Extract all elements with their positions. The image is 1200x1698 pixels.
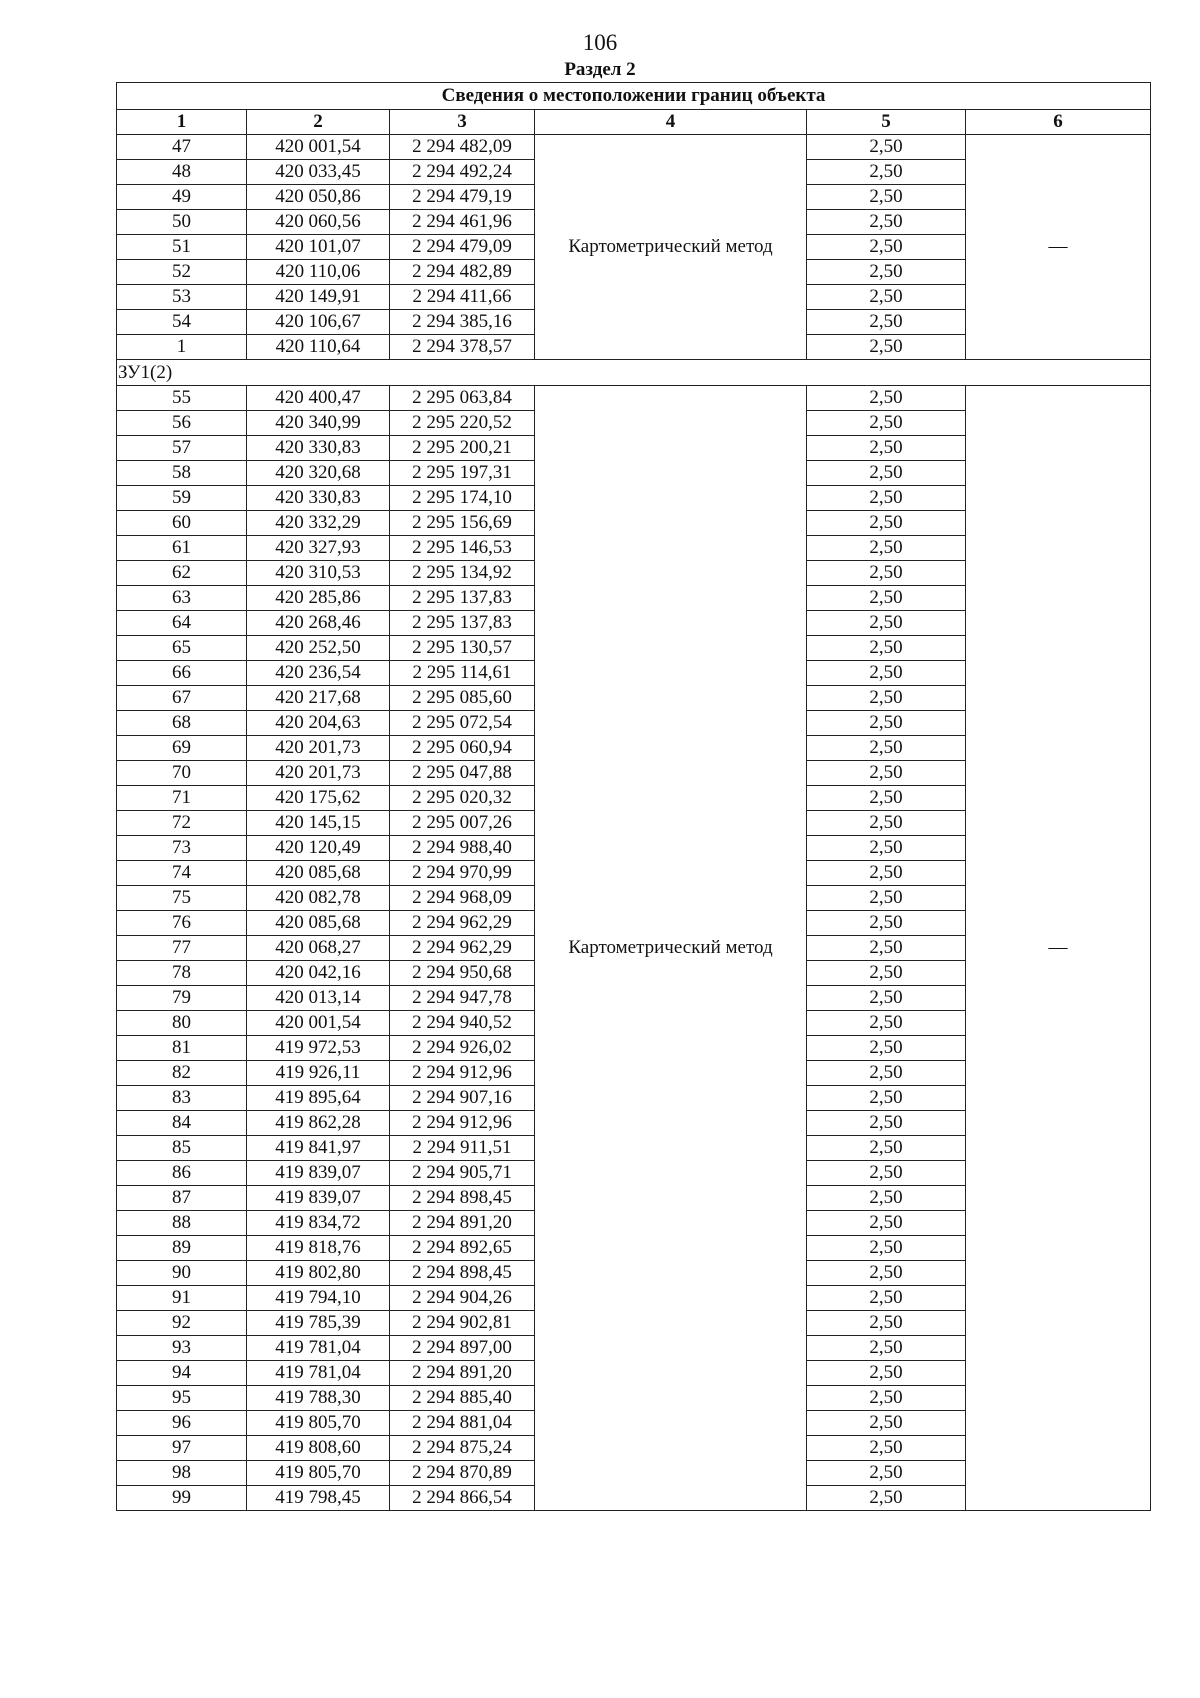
y-coordinate-cell: 2 294 378,57 xyxy=(390,335,535,360)
group-label: ЗУ1(2) xyxy=(117,360,1151,386)
point-number-cell: 76 xyxy=(117,911,247,936)
precision-cell: 2,50 xyxy=(807,185,966,210)
precision-cell: 2,50 xyxy=(807,586,966,611)
y-coordinate-cell: 2 295 146,53 xyxy=(390,536,535,561)
y-coordinate-cell: 2 294 891,20 xyxy=(390,1361,535,1386)
x-coordinate-cell: 420 145,15 xyxy=(247,811,390,836)
x-coordinate-cell: 419 895,64 xyxy=(247,1086,390,1111)
point-number-cell: 66 xyxy=(117,661,247,686)
point-number-cell: 94 xyxy=(117,1361,247,1386)
point-number-cell: 86 xyxy=(117,1161,247,1186)
point-number-cell: 71 xyxy=(117,786,247,811)
y-coordinate-cell: 2 294 926,02 xyxy=(390,1036,535,1061)
point-number-cell: 57 xyxy=(117,436,247,461)
point-number-cell: 70 xyxy=(117,761,247,786)
y-coordinate-cell: 2 295 060,94 xyxy=(390,736,535,761)
column-header: 5 xyxy=(807,110,966,135)
point-number-cell: 90 xyxy=(117,1261,247,1286)
x-coordinate-cell: 420 236,54 xyxy=(247,661,390,686)
y-coordinate-cell: 2 294 898,45 xyxy=(390,1186,535,1211)
precision-cell: 2,50 xyxy=(807,285,966,310)
point-number-cell: 79 xyxy=(117,986,247,1011)
y-coordinate-cell: 2 295 047,88 xyxy=(390,761,535,786)
precision-cell: 2,50 xyxy=(807,736,966,761)
x-coordinate-cell: 420 149,91 xyxy=(247,285,390,310)
precision-cell: 2,50 xyxy=(807,1211,966,1236)
group-label-row xyxy=(117,360,1151,386)
precision-cell: 2,50 xyxy=(807,1086,966,1111)
y-coordinate-cell: 2 294 891,20 xyxy=(390,1211,535,1236)
precision-cell: 2,50 xyxy=(807,661,966,686)
y-coordinate-cell: 2 294 492,24 xyxy=(390,160,535,185)
y-coordinate-cell: 2 295 130,57 xyxy=(390,636,535,661)
point-number-cell: 82 xyxy=(117,1061,247,1086)
y-coordinate-cell: 2 294 962,29 xyxy=(390,936,535,961)
point-number-cell: 73 xyxy=(117,836,247,861)
y-coordinate-cell: 2 295 063,84 xyxy=(390,386,535,411)
column-header: 2 xyxy=(247,110,390,135)
y-coordinate-cell: 2 295 197,31 xyxy=(390,461,535,486)
x-coordinate-cell: 420 217,68 xyxy=(247,686,390,711)
x-coordinate-cell: 420 320,68 xyxy=(247,461,390,486)
y-coordinate-cell: 2 294 970,99 xyxy=(390,861,535,886)
y-coordinate-cell: 2 294 902,81 xyxy=(390,1311,535,1336)
point-number-cell: 53 xyxy=(117,285,247,310)
point-number-cell: 93 xyxy=(117,1336,247,1361)
precision-cell: 2,50 xyxy=(807,461,966,486)
x-coordinate-cell: 420 310,53 xyxy=(247,561,390,586)
point-number-cell: 50 xyxy=(117,210,247,235)
precision-cell: 2,50 xyxy=(807,911,966,936)
point-number-cell: 1 xyxy=(117,335,247,360)
y-coordinate-cell: 2 294 905,71 xyxy=(390,1161,535,1186)
x-coordinate-cell: 420 013,14 xyxy=(247,986,390,1011)
y-coordinate-cell: 2 294 875,24 xyxy=(390,1436,535,1461)
precision-cell: 2,50 xyxy=(807,1436,966,1461)
y-coordinate-cell: 2 295 156,69 xyxy=(390,511,535,536)
y-coordinate-cell: 2 294 881,04 xyxy=(390,1411,535,1436)
x-coordinate-cell: 420 327,93 xyxy=(247,536,390,561)
x-coordinate-cell: 419 862,28 xyxy=(247,1111,390,1136)
point-number-cell: 55 xyxy=(117,386,247,411)
point-number-cell: 97 xyxy=(117,1436,247,1461)
precision-cell: 2,50 xyxy=(807,886,966,911)
precision-cell: 2,50 xyxy=(807,160,966,185)
x-coordinate-cell: 420 101,07 xyxy=(247,235,390,260)
y-coordinate-cell: 2 294 897,00 xyxy=(390,1336,535,1361)
method-cell: Картометрический метод xyxy=(535,135,807,360)
section-title: Раздел 2 xyxy=(564,59,636,80)
point-number-cell: 52 xyxy=(117,260,247,285)
x-coordinate-cell: 420 001,54 xyxy=(247,135,390,160)
table-row xyxy=(117,135,1151,160)
precision-cell: 2,50 xyxy=(807,1011,966,1036)
description-cell: — xyxy=(966,135,1151,360)
page-number: 106 xyxy=(582,30,618,55)
precision-cell: 2,50 xyxy=(807,1036,966,1061)
point-number-cell: 91 xyxy=(117,1286,247,1311)
x-coordinate-cell: 420 085,68 xyxy=(247,911,390,936)
table-row xyxy=(117,386,1151,411)
precision-cell: 2,50 xyxy=(807,260,966,285)
y-coordinate-cell: 2 294 479,19 xyxy=(390,185,535,210)
point-number-cell: 48 xyxy=(117,160,247,185)
precision-cell: 2,50 xyxy=(807,135,966,160)
precision-cell: 2,50 xyxy=(807,486,966,511)
precision-cell: 2,50 xyxy=(807,1411,966,1436)
precision-cell: 2,50 xyxy=(807,986,966,1011)
x-coordinate-cell: 420 285,86 xyxy=(247,586,390,611)
y-coordinate-cell: 2 294 870,89 xyxy=(390,1461,535,1486)
y-coordinate-cell: 2 294 968,09 xyxy=(390,886,535,911)
y-coordinate-cell: 2 295 072,54 xyxy=(390,711,535,736)
x-coordinate-cell: 420 330,83 xyxy=(247,436,390,461)
x-coordinate-cell: 419 785,39 xyxy=(247,1311,390,1336)
point-number-cell: 63 xyxy=(117,586,247,611)
x-coordinate-cell: 420 268,46 xyxy=(247,611,390,636)
precision-cell: 2,50 xyxy=(807,811,966,836)
x-coordinate-cell: 420 060,56 xyxy=(247,210,390,235)
point-number-cell: 98 xyxy=(117,1461,247,1486)
precision-cell: 2,50 xyxy=(807,1111,966,1136)
x-coordinate-cell: 419 839,07 xyxy=(247,1161,390,1186)
x-coordinate-cell: 420 330,83 xyxy=(247,486,390,511)
y-coordinate-cell: 2 295 220,52 xyxy=(390,411,535,436)
x-coordinate-cell: 419 805,70 xyxy=(247,1461,390,1486)
point-number-cell: 95 xyxy=(117,1386,247,1411)
y-coordinate-cell: 2 294 482,89 xyxy=(390,260,535,285)
y-coordinate-cell: 2 295 020,32 xyxy=(390,786,535,811)
x-coordinate-cell: 419 841,97 xyxy=(247,1136,390,1161)
precision-cell: 2,50 xyxy=(807,561,966,586)
precision-cell: 2,50 xyxy=(807,1336,966,1361)
y-coordinate-cell: 2 294 892,65 xyxy=(390,1236,535,1261)
x-coordinate-cell: 420 340,99 xyxy=(247,411,390,436)
boundary-coordinates-table xyxy=(116,82,1151,1511)
precision-cell: 2,50 xyxy=(807,1461,966,1486)
precision-cell: 2,50 xyxy=(807,436,966,461)
point-number-cell: 56 xyxy=(117,411,247,436)
method-cell: Картометрический метод xyxy=(535,386,807,1511)
precision-cell: 2,50 xyxy=(807,1386,966,1411)
x-coordinate-cell: 419 834,72 xyxy=(247,1211,390,1236)
precision-cell: 2,50 xyxy=(807,511,966,536)
y-coordinate-cell: 2 294 904,26 xyxy=(390,1286,535,1311)
x-coordinate-cell: 419 798,45 xyxy=(247,1486,390,1511)
y-coordinate-cell: 2 294 950,68 xyxy=(390,961,535,986)
precision-cell: 2,50 xyxy=(807,1061,966,1086)
y-coordinate-cell: 2 294 411,66 xyxy=(390,285,535,310)
precision-cell: 2,50 xyxy=(807,836,966,861)
point-number-cell: 87 xyxy=(117,1186,247,1211)
point-number-cell: 88 xyxy=(117,1211,247,1236)
x-coordinate-cell: 420 068,27 xyxy=(247,936,390,961)
table-caption-row xyxy=(117,83,1151,110)
point-number-cell: 67 xyxy=(117,686,247,711)
precision-cell: 2,50 xyxy=(807,961,966,986)
x-coordinate-cell: 419 818,76 xyxy=(247,1236,390,1261)
x-coordinate-cell: 420 201,73 xyxy=(247,761,390,786)
x-coordinate-cell: 420 085,68 xyxy=(247,861,390,886)
x-coordinate-cell: 419 926,11 xyxy=(247,1061,390,1086)
point-number-cell: 92 xyxy=(117,1311,247,1336)
y-coordinate-cell: 2 294 479,09 xyxy=(390,235,535,260)
x-coordinate-cell: 420 175,62 xyxy=(247,786,390,811)
precision-cell: 2,50 xyxy=(807,936,966,961)
precision-cell: 2,50 xyxy=(807,1486,966,1511)
precision-cell: 2,50 xyxy=(807,1361,966,1386)
column-header: 3 xyxy=(390,110,535,135)
point-number-cell: 54 xyxy=(117,310,247,335)
precision-cell: 2,50 xyxy=(807,1161,966,1186)
point-number-cell: 99 xyxy=(117,1486,247,1511)
point-number-cell: 58 xyxy=(117,461,247,486)
x-coordinate-cell: 419 781,04 xyxy=(247,1361,390,1386)
precision-cell: 2,50 xyxy=(807,1286,966,1311)
y-coordinate-cell: 2 294 912,96 xyxy=(390,1061,535,1086)
x-coordinate-cell: 420 201,73 xyxy=(247,736,390,761)
y-coordinate-cell: 2 294 940,52 xyxy=(390,1011,535,1036)
x-coordinate-cell: 420 120,49 xyxy=(247,836,390,861)
precision-cell: 2,50 xyxy=(807,786,966,811)
precision-cell: 2,50 xyxy=(807,235,966,260)
column-header-row xyxy=(117,110,1151,135)
x-coordinate-cell: 420 400,47 xyxy=(247,386,390,411)
point-number-cell: 59 xyxy=(117,486,247,511)
precision-cell: 2,50 xyxy=(807,761,966,786)
precision-cell: 2,50 xyxy=(807,411,966,436)
precision-cell: 2,50 xyxy=(807,1136,966,1161)
column-header: 1 xyxy=(117,110,247,135)
precision-cell: 2,50 xyxy=(807,1236,966,1261)
x-coordinate-cell: 420 110,64 xyxy=(247,335,390,360)
x-coordinate-cell: 420 110,06 xyxy=(247,260,390,285)
x-coordinate-cell: 419 839,07 xyxy=(247,1186,390,1211)
point-number-cell: 69 xyxy=(117,736,247,761)
point-number-cell: 65 xyxy=(117,636,247,661)
point-number-cell: 74 xyxy=(117,861,247,886)
x-coordinate-cell: 419 808,60 xyxy=(247,1436,390,1461)
precision-cell: 2,50 xyxy=(807,386,966,411)
x-coordinate-cell: 419 794,10 xyxy=(247,1286,390,1311)
point-number-cell: 78 xyxy=(117,961,247,986)
point-number-cell: 96 xyxy=(117,1411,247,1436)
y-coordinate-cell: 2 294 988,40 xyxy=(390,836,535,861)
precision-cell: 2,50 xyxy=(807,686,966,711)
precision-cell: 2,50 xyxy=(807,310,966,335)
description-cell: — xyxy=(966,386,1151,1511)
point-number-cell: 81 xyxy=(117,1036,247,1061)
point-number-cell: 62 xyxy=(117,561,247,586)
point-number-cell: 51 xyxy=(117,235,247,260)
y-coordinate-cell: 2 295 134,92 xyxy=(390,561,535,586)
point-number-cell: 61 xyxy=(117,536,247,561)
precision-cell: 2,50 xyxy=(807,711,966,736)
point-number-cell: 60 xyxy=(117,511,247,536)
x-coordinate-cell: 420 050,86 xyxy=(247,185,390,210)
precision-cell: 2,50 xyxy=(807,335,966,360)
y-coordinate-cell: 2 294 866,54 xyxy=(390,1486,535,1511)
x-coordinate-cell: 419 805,70 xyxy=(247,1411,390,1436)
y-coordinate-cell: 2 295 114,61 xyxy=(390,661,535,686)
column-header: 4 xyxy=(535,110,807,135)
point-number-cell: 47 xyxy=(117,135,247,160)
precision-cell: 2,50 xyxy=(807,210,966,235)
point-number-cell: 64 xyxy=(117,611,247,636)
y-coordinate-cell: 2 295 200,21 xyxy=(390,436,535,461)
y-coordinate-cell: 2 295 137,83 xyxy=(390,586,535,611)
x-coordinate-cell: 419 972,53 xyxy=(247,1036,390,1061)
y-coordinate-cell: 2 294 911,51 xyxy=(390,1136,535,1161)
x-coordinate-cell: 419 802,80 xyxy=(247,1261,390,1286)
point-number-cell: 49 xyxy=(117,185,247,210)
point-number-cell: 72 xyxy=(117,811,247,836)
y-coordinate-cell: 2 294 898,45 xyxy=(390,1261,535,1286)
x-coordinate-cell: 420 332,29 xyxy=(247,511,390,536)
y-coordinate-cell: 2 295 007,26 xyxy=(390,811,535,836)
y-coordinate-cell: 2 294 947,78 xyxy=(390,986,535,1011)
y-coordinate-cell: 2 295 085,60 xyxy=(390,686,535,711)
x-coordinate-cell: 419 788,30 xyxy=(247,1386,390,1411)
table-body xyxy=(117,135,1151,1511)
point-number-cell: 89 xyxy=(117,1236,247,1261)
x-coordinate-cell: 420 033,45 xyxy=(247,160,390,185)
column-header: 6 xyxy=(966,110,1151,135)
y-coordinate-cell: 2 295 174,10 xyxy=(390,486,535,511)
table-caption: Сведения о местоположении границ объекта xyxy=(117,83,1151,110)
point-number-cell: 75 xyxy=(117,886,247,911)
precision-cell: 2,50 xyxy=(807,636,966,661)
precision-cell: 2,50 xyxy=(807,1186,966,1211)
y-coordinate-cell: 2 294 907,16 xyxy=(390,1086,535,1111)
x-coordinate-cell: 420 082,78 xyxy=(247,886,390,911)
precision-cell: 2,50 xyxy=(807,611,966,636)
x-coordinate-cell: 420 106,67 xyxy=(247,310,390,335)
y-coordinate-cell: 2 295 137,83 xyxy=(390,611,535,636)
y-coordinate-cell: 2 294 385,16 xyxy=(390,310,535,335)
point-number-cell: 85 xyxy=(117,1136,247,1161)
point-number-cell: 77 xyxy=(117,936,247,961)
x-coordinate-cell: 420 001,54 xyxy=(247,1011,390,1036)
x-coordinate-cell: 419 781,04 xyxy=(247,1336,390,1361)
y-coordinate-cell: 2 294 461,96 xyxy=(390,210,535,235)
x-coordinate-cell: 420 252,50 xyxy=(247,636,390,661)
point-number-cell: 83 xyxy=(117,1086,247,1111)
precision-cell: 2,50 xyxy=(807,1261,966,1286)
point-number-cell: 84 xyxy=(117,1111,247,1136)
precision-cell: 2,50 xyxy=(807,536,966,561)
y-coordinate-cell: 2 294 482,09 xyxy=(390,135,535,160)
y-coordinate-cell: 2 294 962,29 xyxy=(390,911,535,936)
point-number-cell: 68 xyxy=(117,711,247,736)
x-coordinate-cell: 420 204,63 xyxy=(247,711,390,736)
x-coordinate-cell: 420 042,16 xyxy=(247,961,390,986)
point-number-cell: 80 xyxy=(117,1011,247,1036)
y-coordinate-cell: 2 294 885,40 xyxy=(390,1386,535,1411)
precision-cell: 2,50 xyxy=(807,861,966,886)
y-coordinate-cell: 2 294 912,96 xyxy=(390,1111,535,1136)
precision-cell: 2,50 xyxy=(807,1311,966,1336)
